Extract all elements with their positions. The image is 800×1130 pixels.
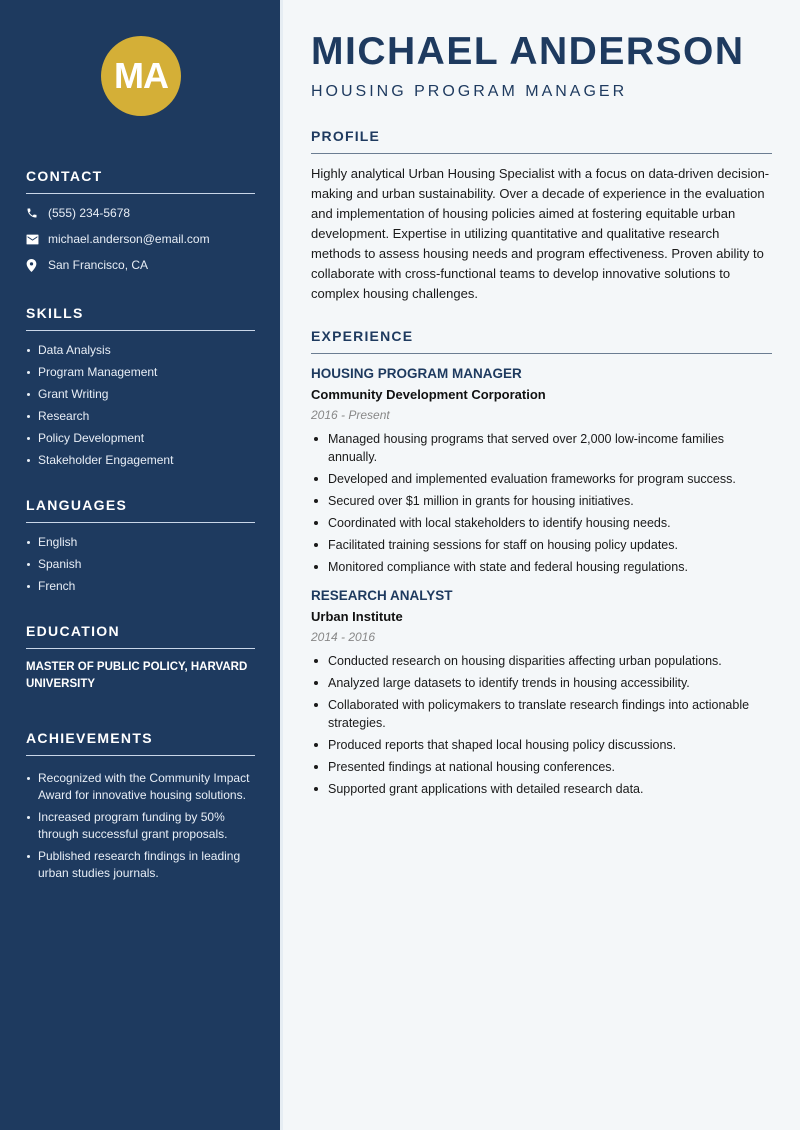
achievement-item: Recognized with the Community Impact Award for innovative housing solutions. <box>26 770 255 804</box>
experience-heading: EXPERIENCE <box>311 328 772 354</box>
education-heading: EDUCATION <box>26 623 255 649</box>
skill-item: Research <box>26 408 255 425</box>
job-entry <box>311 366 772 576</box>
candidate-name: MICHAEL ANDERSON <box>311 30 745 73</box>
job-bullet: Presented findings at national housing conferences. <box>311 758 772 776</box>
contact-location <box>26 252 255 278</box>
language-item: Spanish <box>26 556 255 573</box>
location-text: San Francisco, CA <box>48 258 149 272</box>
skills-heading: SKILLS <box>26 305 255 331</box>
job-bullet: Produced reports that shaped local housing policy discussions. <box>311 736 772 754</box>
phone-icon <box>26 207 48 219</box>
avatar-initials: MA <box>114 55 168 96</box>
job-company: Urban Institute <box>311 609 403 624</box>
profile-text: Highly analytical Urban Housing Specialist with a focus on data-driven decision-making and urban sustainability. Over a decade of experience in the evaluation and implementation of housing policies aimed at fostering equitable urban development. Expertise in utilizing quantitative and qualitative research methods to assess housing needs and program effectiveness. Proven ability to collaborate with cross-functional teams to develop innovative solutions to complex housing challenges. <box>311 166 770 301</box>
job-bullet: Collaborated with policymakers to translate research findings into actionable strategies. <box>311 696 772 732</box>
email-text: michael.anderson@email.com <box>48 232 210 246</box>
skill-item: Program Management <box>26 364 255 381</box>
job-bullet: Conducted research on housing disparities affecting urban populations. <box>311 652 772 670</box>
contact-phone <box>26 200 255 226</box>
phone-text: (555) 234-5678 <box>48 206 131 220</box>
job-bullet: Secured over $1 million in grants for housing initiatives. <box>311 492 772 510</box>
job-bullet: Managed housing programs that served over 2,000 low-income families annually. <box>311 430 772 466</box>
job-bullet: Monitored compliance with state and federal housing regulations. <box>311 558 772 576</box>
achievement-item: Increased program funding by 50% through successful grant proposals. <box>26 809 255 843</box>
languages-section <box>26 497 255 600</box>
job-bullet: Supported grant applications with detailed research data. <box>311 780 772 798</box>
languages-heading: LANGUAGES <box>26 497 255 523</box>
job-bullet: Facilitated training sessions for staff on housing policy updates. <box>311 536 772 554</box>
skills-section <box>26 305 255 474</box>
experience-section <box>311 328 772 802</box>
profile-heading: PROFILE <box>311 128 772 154</box>
skill-item: Policy Development <box>26 430 255 447</box>
achievements-heading: ACHIEVEMENTS <box>26 730 255 756</box>
avatar <box>101 36 181 116</box>
email-icon <box>26 234 48 245</box>
achievement-item: Published research findings in leading urban studies journals. <box>26 848 255 882</box>
job-dates: 2016 - Present <box>311 408 390 422</box>
job-title: RESEARCH ANALYST <box>311 588 453 603</box>
education-degree: MASTER OF PUBLIC POLICY, HARVARD UNIVERSITY <box>26 661 248 690</box>
job-bullet: Coordinated with local stakeholders to identify housing needs. <box>311 514 772 532</box>
candidate-title: HOUSING PROGRAM MANAGER <box>311 83 628 100</box>
job-company: Community Development Corporation <box>311 387 546 402</box>
job-bullet: Analyzed large datasets to identify trends in housing accessibility. <box>311 674 772 692</box>
profile-section <box>311 128 772 304</box>
language-item: English <box>26 534 255 551</box>
job-dates: 2014 - 2016 <box>311 630 376 644</box>
skill-item: Stakeholder Engagement <box>26 452 255 469</box>
job-entry <box>311 588 772 798</box>
main-content <box>280 0 800 1130</box>
achievements-section <box>26 730 255 887</box>
education-section <box>26 623 255 693</box>
language-item: French <box>26 578 255 595</box>
job-title: HOUSING PROGRAM MANAGER <box>311 366 522 381</box>
contact-section <box>26 168 255 278</box>
skill-item: Grant Writing <box>26 386 255 403</box>
sidebar <box>0 0 280 1130</box>
contact-heading: CONTACT <box>26 168 255 194</box>
contact-email <box>26 226 255 252</box>
skill-item: Data Analysis <box>26 342 255 359</box>
job-bullet: Developed and implemented evaluation frameworks for program success. <box>311 470 772 488</box>
location-pin-icon <box>26 259 48 272</box>
